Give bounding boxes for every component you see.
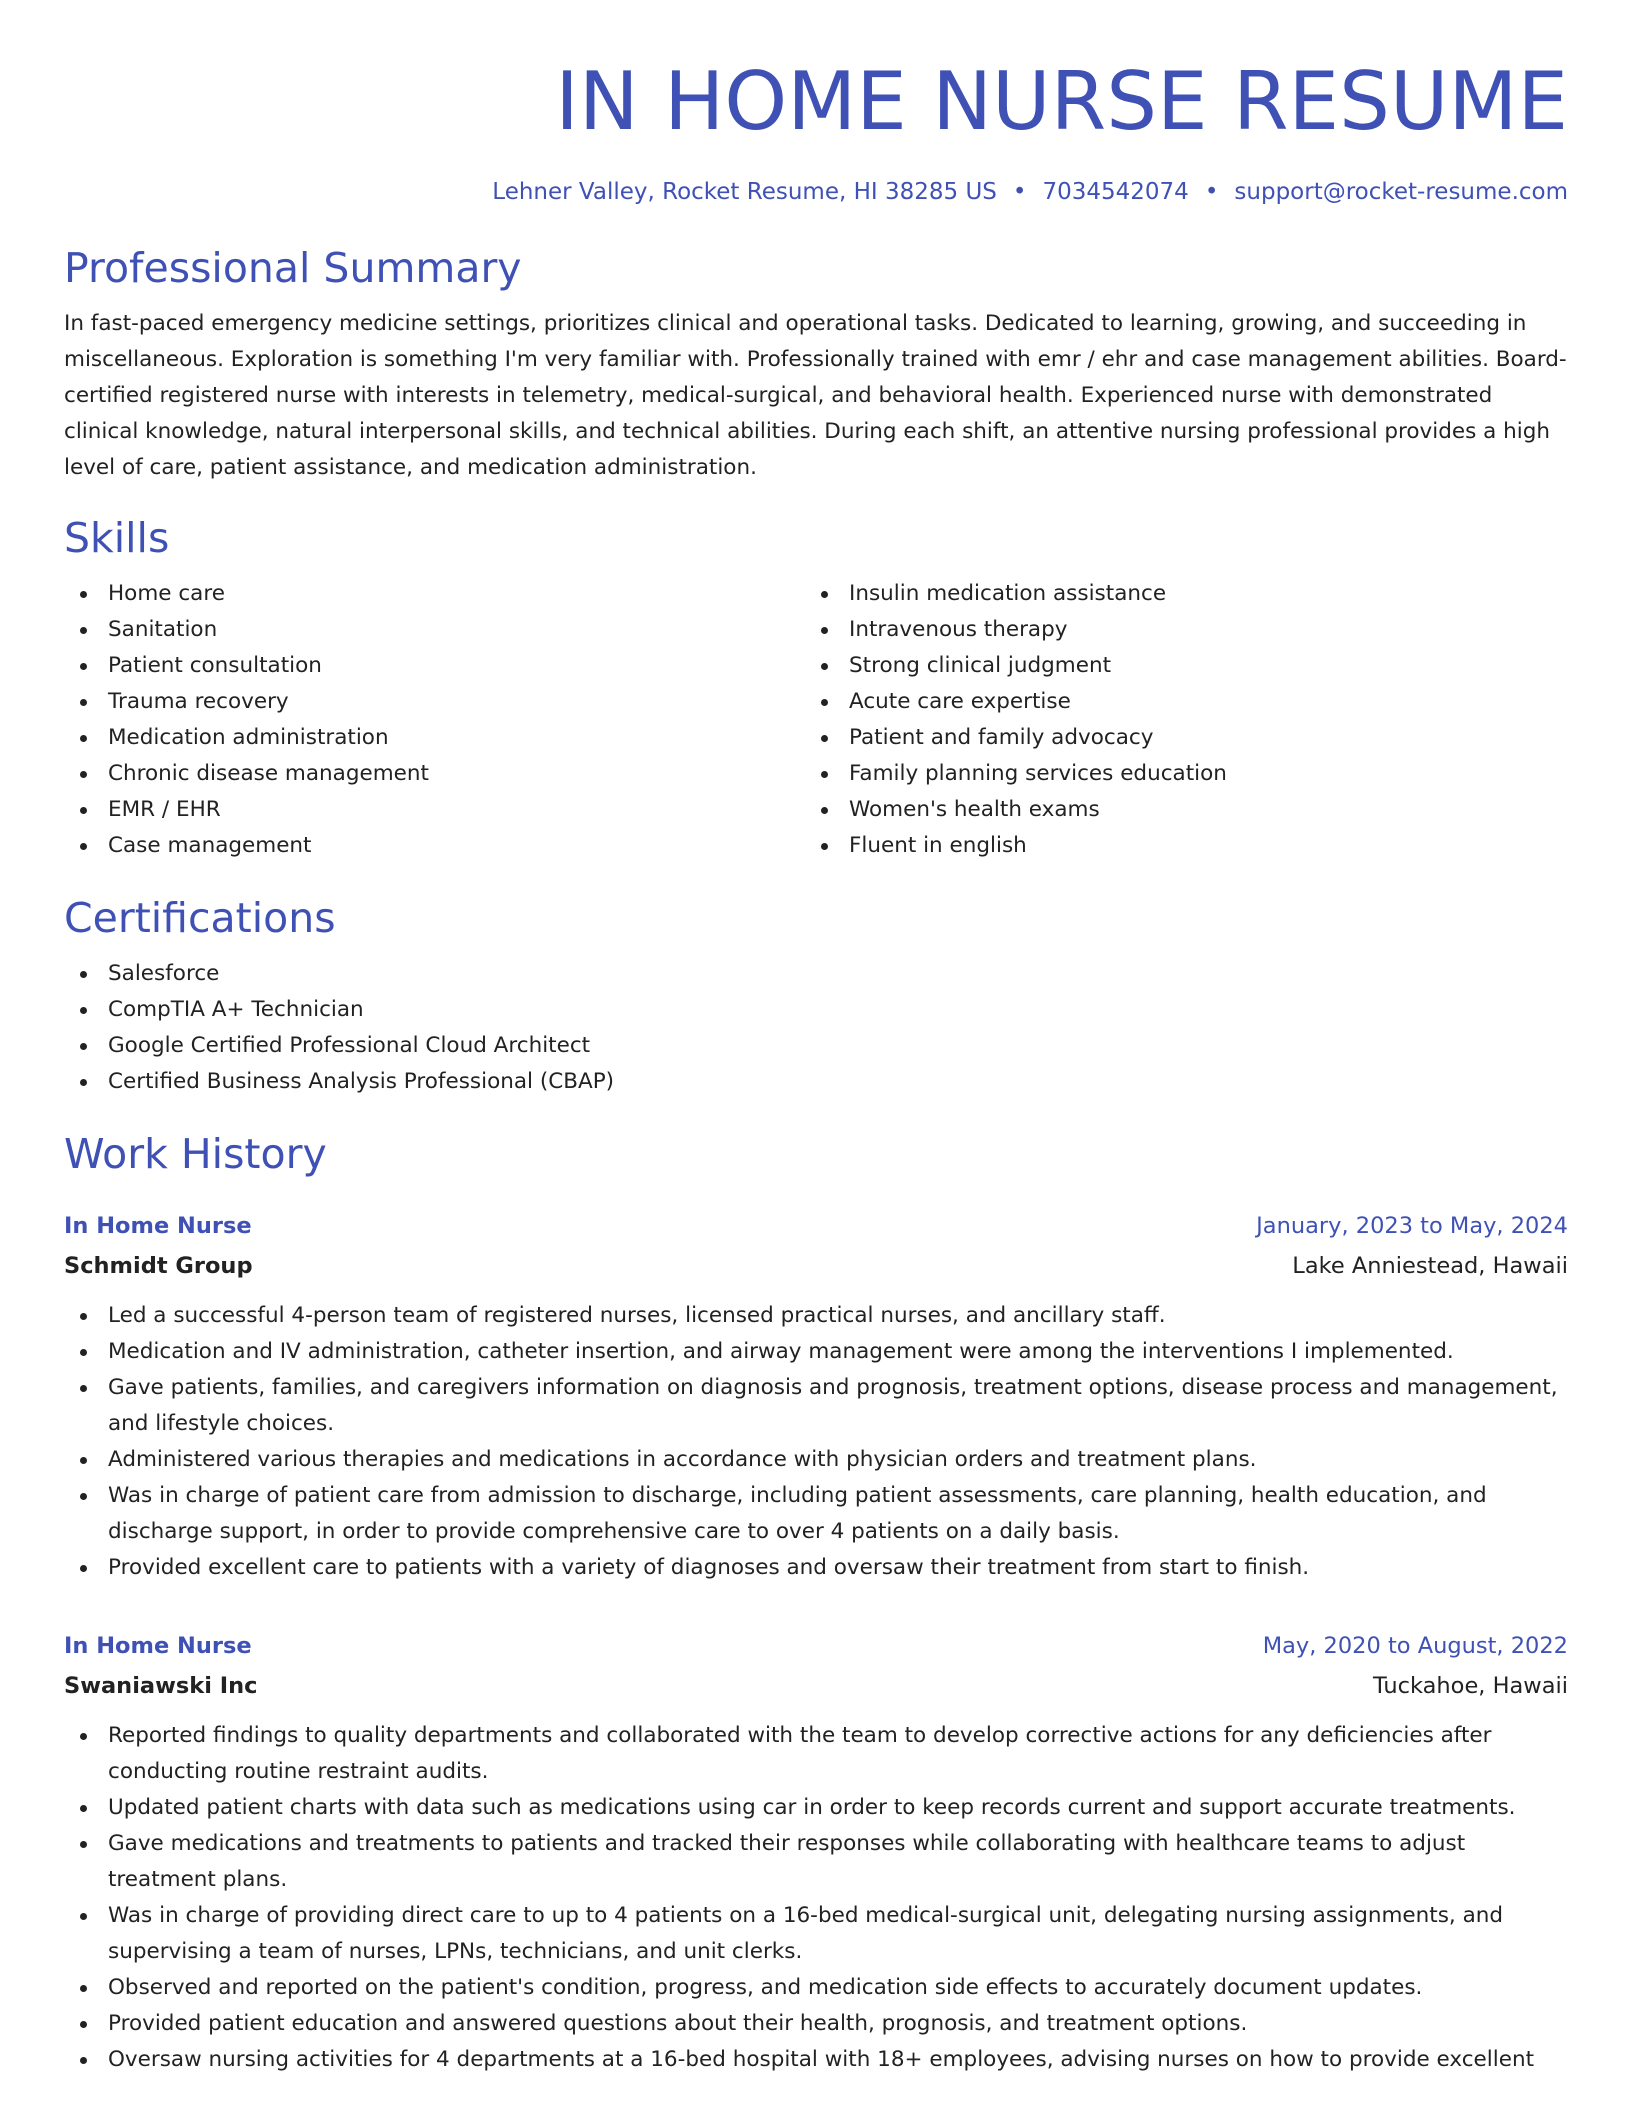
- skill-text: Women's health exams: [849, 797, 1100, 822]
- job-duty: [64, 1550, 1568, 1586]
- skill-item: [805, 828, 1546, 864]
- skill-item: [805, 576, 1546, 612]
- skill-item: [64, 720, 805, 756]
- bullet-icon: [80, 627, 87, 634]
- certification-item: [64, 1064, 1568, 1100]
- skill-item: [64, 684, 805, 720]
- job-company: Schmidt Group: [64, 1253, 253, 1279]
- certification-text: Google Certified Professional Cloud Architect: [108, 1033, 591, 1058]
- job-duty-text: Was in charge of providing direct care to up to 4 patients on a 16-bed medical-surgical unit, delegating nursing assignments, and supervising a team of nurses, LPNs, technicians, and unit clerks.: [108, 1903, 1504, 1964]
- contact-email: support@rocket-resume.com: [1234, 179, 1568, 205]
- certifications-section: [64, 892, 1568, 1100]
- job-company-row: [64, 1666, 1568, 1706]
- bullet-icon: [821, 735, 828, 742]
- certifications-heading: Certifications: [64, 894, 336, 942]
- job-duty: [64, 1898, 1568, 1970]
- skills-grid: [64, 576, 1568, 864]
- bullet-icon: [821, 843, 828, 850]
- skill-item: [64, 828, 805, 864]
- bullet-icon: [821, 807, 828, 814]
- bullet-icon: [80, 1313, 87, 1320]
- bullet-icon: [821, 771, 828, 778]
- bullet-icon: [80, 1733, 87, 1740]
- bullet-icon: [80, 807, 87, 814]
- bullet-icon: [80, 1493, 87, 1500]
- bullet-icon: [80, 1913, 87, 1920]
- job-duty: [64, 2042, 1568, 2078]
- job-duty: [64, 1442, 1568, 1478]
- summary-text: In fast-paced emergency medicine settings, prioritizes clinical and operational tasks. Dedicated to learning, growing, and succeeding in miscellaneous. Exploration is something I'm very familiar with. Professionally trained with emr / ehr and case management abilities. Board-certified registered nurse with interests in telemetry, medical-surgical, and behavioral health. Experienced nurse with demonstrated clinical knowledge, natural interpersonal skills, and technical abilities. During each shift, an attentive nursing professional provides a high level of care, patient assistance, and medication administration.: [64, 311, 1567, 480]
- skills-section: [64, 512, 1568, 864]
- skill-text: Trauma recovery: [108, 689, 289, 714]
- contact-address: Lehner Valley, Rocket Resume, HI 38285 US: [492, 179, 997, 205]
- bullet-icon: [80, 771, 87, 778]
- skills-column-right: [805, 576, 1546, 864]
- job-duties-list: [64, 1298, 1568, 1586]
- skill-item: [64, 792, 805, 828]
- job-duty: [64, 2006, 1568, 2042]
- job-duty: [64, 1478, 1568, 1550]
- contact-line: [64, 176, 1568, 208]
- skill-text: Intravenous therapy: [849, 617, 1068, 642]
- certification-item: [64, 992, 1568, 1028]
- summary-heading: Professional Summary: [64, 244, 522, 292]
- skill-text: Case management: [108, 833, 312, 858]
- bullet-icon: [821, 591, 828, 598]
- certification-text: Salesforce: [108, 961, 220, 986]
- bullet-icon: [80, 699, 87, 706]
- bullet-icon: [80, 843, 87, 850]
- bullet-icon: [821, 699, 828, 706]
- job-duty-text: Provided patient education and answered questions about their health, prognosis, and treatment options.: [108, 2011, 1248, 2036]
- certification-text: CompTIA A+ Technician: [108, 997, 364, 1022]
- skill-text: Medication administration: [108, 725, 389, 750]
- job-title: In Home Nurse: [64, 1633, 252, 1659]
- bullet-icon: [80, 2057, 87, 2064]
- skills-column-left: [64, 576, 805, 864]
- contact-phone: 7034542074: [1042, 179, 1189, 205]
- certification-item: [64, 956, 1568, 992]
- skill-item: [805, 756, 1546, 792]
- job-duty: [64, 1970, 1568, 2006]
- skill-text: Acute care expertise: [849, 689, 1071, 714]
- summary-section: [64, 242, 1568, 486]
- job-duty: [64, 1718, 1568, 1790]
- bullet-icon: [80, 1007, 87, 1014]
- job-company-row: [64, 1246, 1568, 1286]
- skill-item: [805, 792, 1546, 828]
- bullet-icon: [80, 1079, 87, 1086]
- job-duty-text: Reported findings to quality departments and collaborated with the team to develop corrective actions for any deficiencies after conducting routine restraint audits.: [108, 1723, 1492, 1784]
- skills-list-right: [805, 576, 1546, 864]
- job-duty-text: Observed and reported on the patient's condition, progress, and medication side effects to accurately document updates.: [108, 1975, 1423, 2000]
- job-location: Tuckahoe, Hawaii: [1373, 1673, 1568, 1699]
- bullet-icon: [80, 2021, 87, 2028]
- skills-list-left: [64, 576, 805, 864]
- job-duty-text: Administered various therapies and medications in accordance with physician orders and treatment plans.: [108, 1447, 1257, 1472]
- resume-title: IN HOME NURSE RESUME: [555, 55, 1568, 148]
- job-title: In Home Nurse: [64, 1213, 252, 1239]
- job-location: Lake Anniestead, Hawaii: [1292, 1253, 1568, 1279]
- job-duty: [64, 1370, 1568, 1442]
- bullet-icon: [80, 1349, 87, 1356]
- skill-item: [64, 576, 805, 612]
- skill-text: Insulin medication assistance: [849, 581, 1167, 606]
- bullet-icon: [821, 663, 828, 670]
- skill-item: [64, 756, 805, 792]
- skill-text: EMR / EHR: [108, 797, 221, 822]
- bullet-icon: [80, 1805, 87, 1812]
- job-entry: [64, 1626, 1568, 2078]
- job-duty: [64, 1334, 1568, 1370]
- work-history-section: [64, 1128, 1568, 2078]
- skill-item: [805, 648, 1546, 684]
- job-dates: May, 2020 to August, 2022: [1262, 1633, 1568, 1659]
- skill-item: [805, 684, 1546, 720]
- bullet-icon: [821, 627, 828, 634]
- job-dates: January, 2023 to May, 2024: [1256, 1213, 1568, 1239]
- job-duty-text: Medication and IV administration, catheter insertion, and airway management were among the interventions I implemented.: [108, 1339, 1454, 1364]
- skills-heading: Skills: [64, 514, 170, 562]
- certification-text: Certified Business Analysis Professional (CBAP): [108, 1069, 615, 1094]
- bullet-icon: [80, 591, 87, 598]
- job-duty: [64, 1790, 1568, 1826]
- certifications-list: [64, 956, 1568, 1100]
- bullet-icon: [80, 1457, 87, 1464]
- job-title-row: [64, 1626, 1568, 1666]
- job-title-row: [64, 1206, 1568, 1246]
- bullet-icon: [80, 1565, 87, 1572]
- skill-text: Patient and family advocacy: [849, 725, 1154, 750]
- bullet-icon: [80, 971, 87, 978]
- bullet-icon: [80, 1841, 87, 1848]
- skill-text: Chronic disease management: [108, 761, 429, 786]
- job-company: Swaniawski Inc: [64, 1673, 258, 1699]
- bullet-icon: [80, 1385, 87, 1392]
- job-duty-text: Oversaw nursing activities for 4 departments at a 16-bed hospital with 18+ employees, advising nurses on how to provide excellent: [108, 2047, 1535, 2072]
- certification-item: [64, 1028, 1568, 1064]
- job-entry: [64, 1206, 1568, 1586]
- skill-text: Sanitation: [108, 617, 218, 642]
- job-duty-text: Led a successful 4-person team of registered nurses, licensed practical nurses, and ancillary staff.: [108, 1303, 1166, 1328]
- skill-item: [64, 648, 805, 684]
- skill-text: Strong clinical judgment: [849, 653, 1111, 678]
- skill-item: [805, 720, 1546, 756]
- job-duty-text: Was in charge of patient care from admission to discharge, including patient assessments, care planning, health education, and discharge support, in order to provide comprehensive care to over 4 patients on a daily basis.: [108, 1483, 1487, 1544]
- job-duties-list: [64, 1718, 1568, 2078]
- skill-item: [64, 612, 805, 648]
- contact-separator: •: [1012, 179, 1027, 205]
- bullet-icon: [80, 1985, 87, 1992]
- bullet-icon: [80, 1043, 87, 1050]
- work-history-heading: Work History: [64, 1130, 327, 1178]
- skill-text: Fluent in english: [849, 833, 1027, 858]
- job-duty-text: Gave patients, families, and caregivers information on diagnosis and prognosis, treatment options, disease process and management, and lifestyle choices.: [108, 1375, 1558, 1436]
- job-duty: [64, 1826, 1568, 1898]
- skill-text: Patient consultation: [108, 653, 322, 678]
- job-duty-text: Updated patient charts with data such as medications using car in order to keep records current and support accurate treatments.: [108, 1795, 1516, 1820]
- bullet-icon: [80, 735, 87, 742]
- bullet-icon: [80, 663, 87, 670]
- skill-item: [805, 612, 1546, 648]
- skill-text: Family planning services education: [849, 761, 1227, 786]
- job-duty: [64, 1298, 1568, 1334]
- skill-text: Home care: [108, 581, 225, 606]
- resume-header: [64, 0, 1568, 208]
- contact-separator: •: [1204, 179, 1219, 205]
- job-duty-text: Gave medications and treatments to patients and tracked their responses while collaborating with healthcare teams to adjust treatment plans.: [108, 1831, 1466, 1892]
- job-duty-text: Provided excellent care to patients with a variety of diagnoses and oversaw their treatment from start to finish.: [108, 1555, 1310, 1580]
